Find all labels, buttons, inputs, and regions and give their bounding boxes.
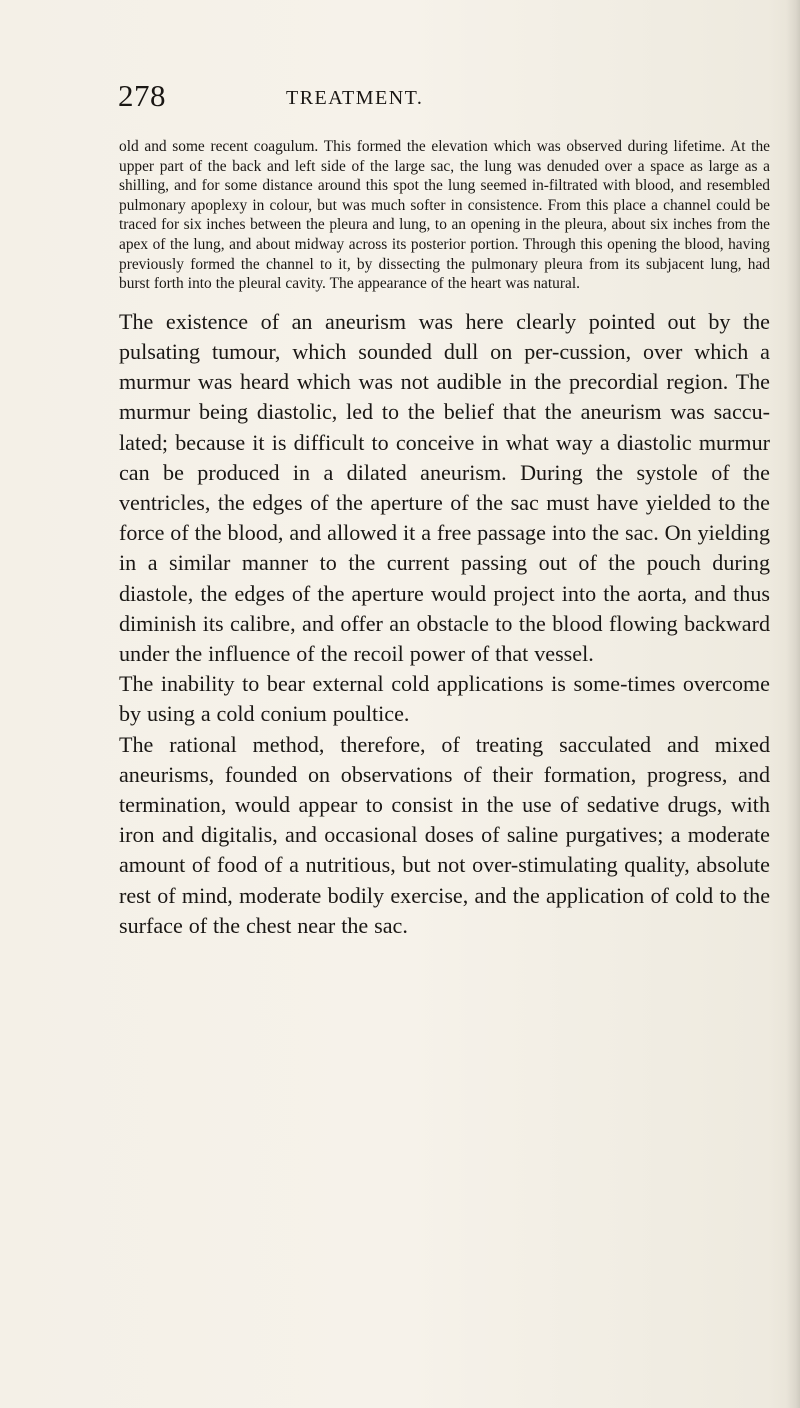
cold-application-paragraph: The inability to bear external cold applications is some-times overcome by using a cold conium poultice.	[119, 671, 770, 727]
page-body	[119, 137, 770, 941]
rational-method-paragraph: The rational method, therefore, of treating sacculated and mixed aneurisms, founded on observations of their formation, progress, and termination, would appear to consist in the use of sedative drugs, with iron and digitalis, and occasional doses of saline purgatives; a moderate amount of food of a nutritious, but not over-stimulating quality, absolute rest of mind, moderate bodily exercise, and the application of cold to the surface of the chest near the sac.	[119, 731, 770, 938]
aneurism-explanation-paragraph: The existence of an aneurism was here clearly pointed out by the pulsating tumour, which sounded dull on per-cussion, over which a murmur was heard which was not audible in the precordial region. The murmur being diastolic, led to the belief that the aneurism was saccu-lated; because it is difficult to conceive in what way a diastolic murmur can be produced in a dilated aneurism. During the systole of the ventricles, the edges of the aperture of the sac must have yielded to the force of the blood, and allowed it a free passage into the sac. On yielding in a similar manner to the current passing out of the pouch during diastole, the edges of the aperture would project into the aorta, and thus diminish its calibre, and offer an obstacle to the blood flowing backward under the influence of the recoil power of that vessel.	[119, 308, 771, 666]
page-edge-shadow	[786, 0, 800, 1408]
page-header	[118, 78, 768, 118]
running-title: TREATMENT.	[286, 87, 424, 109]
fine-print-paragraph: old and some recent coagulum. This formed the elevation which was observed during lifetime. At the upper part of the back and left side of the large sac, the lung was denuded over a space as large as a shilling, and for some distance around this spot the lung seemed in-filtrated with blood, and resembled pulmonary apoplexy in colour, but was much softer in consistence. From this place a channel could be traced for six inches between the pleura and lung, to an opening in the pleura, about six inches from the apex of the lung, and about midway across its posterior portion. Through this opening the blood, having previously formed the channel to it, by dissecting the pulmonary pleura from its subjacent lung, had burst forth into the pleural cavity. The appearance of the heart was natural.	[119, 138, 770, 293]
page-number: 278	[118, 78, 166, 113]
